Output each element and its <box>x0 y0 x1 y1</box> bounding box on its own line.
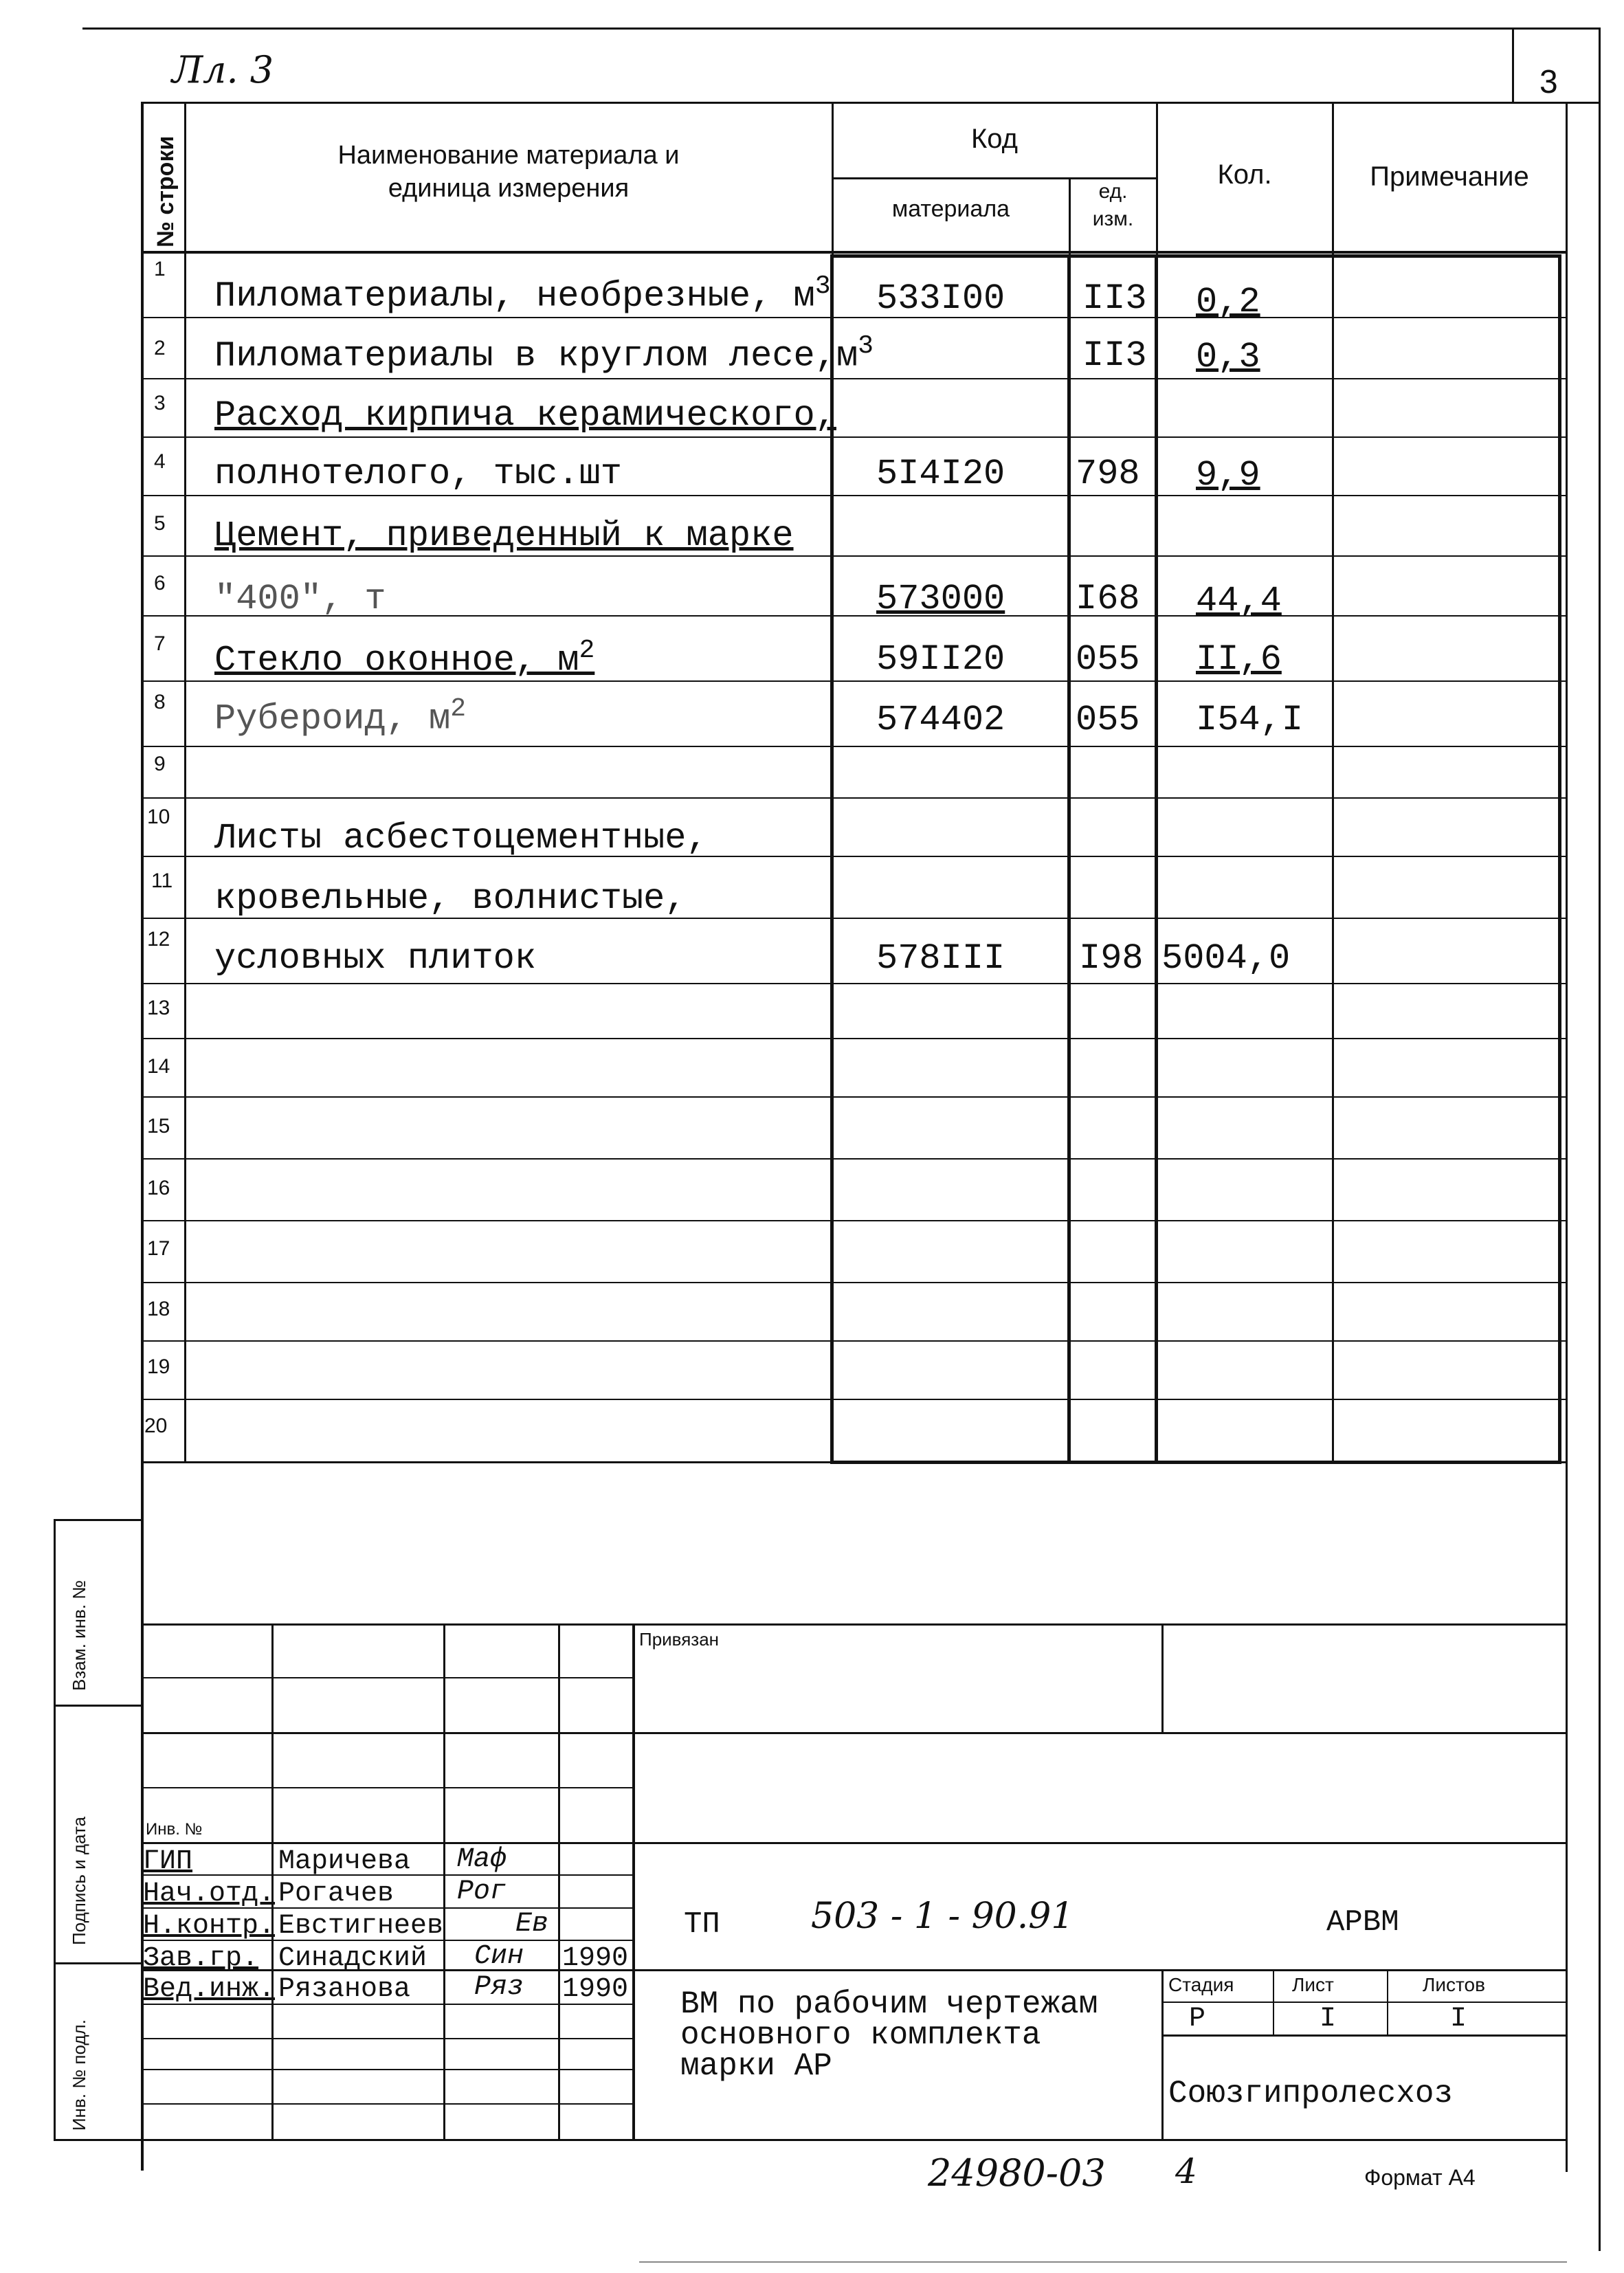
col-header-rownum: № строки <box>153 135 179 247</box>
row-number: 20 <box>144 1415 168 1437</box>
code-split-line <box>832 177 1158 179</box>
row-qty: I54,I <box>1196 700 1304 740</box>
row-code: 59II20 <box>876 639 1005 680</box>
tb-line-5 <box>141 1842 1567 1844</box>
row-unit: 055 <box>1076 700 1140 740</box>
row-unit: 055 <box>1076 639 1140 680</box>
tb-stage-col-1 <box>1273 1969 1274 2036</box>
row-unit: I68 <box>1076 579 1140 619</box>
row-code: 573000 <box>876 579 1005 619</box>
sheet-mark: Лл. 3 <box>172 48 274 91</box>
row-number: 16 <box>147 1177 170 1199</box>
sig-name: Рязанова <box>278 1974 411 2005</box>
frame-top <box>82 27 1600 30</box>
col-header-code-unit-1: ед. <box>1098 180 1128 203</box>
sig-name: Рогачев <box>278 1878 394 1909</box>
row-unit: II3 <box>1082 278 1147 319</box>
row-sep <box>141 983 1567 984</box>
tb-line-2 <box>141 1677 634 1678</box>
row-code: 578III <box>876 938 1005 979</box>
tb-line-4 <box>141 1787 634 1788</box>
row-name <box>214 271 831 316</box>
row-name <box>214 636 594 680</box>
header-bottom <box>141 251 1567 254</box>
row-code: 533I00 <box>876 278 1005 319</box>
sig-mark: Маф <box>457 1844 507 1875</box>
row-sep <box>141 1220 1567 1221</box>
row-sep <box>141 1282 1567 1283</box>
table-top-border <box>141 102 1567 104</box>
tb-stage-line-2 <box>1161 2034 1567 2037</box>
row-sep <box>141 317 1567 318</box>
side-label-podpis: Подпись и дата <box>69 1816 89 1945</box>
row-sep <box>141 797 1567 799</box>
col-line-rownum <box>184 102 186 1463</box>
row-sep <box>141 1399 1567 1400</box>
footer-page: 4 <box>1175 2151 1197 2191</box>
sig-role: Нач.отд. <box>143 1878 276 1909</box>
row-qty: II,6 <box>1196 639 1282 680</box>
tb-stage-col-2 <box>1387 1969 1388 2036</box>
sig-role: Вед.инж. <box>143 1974 276 2005</box>
sheets-label: Листов <box>1423 1974 1485 1995</box>
row-name-text: Пиломатериалы в круглом лесе,м <box>214 335 858 377</box>
row-number: 18 <box>147 1298 170 1320</box>
side-strip-sep1 <box>54 1705 143 1707</box>
row-name-text: Пиломатериалы, необрезные, м <box>214 276 815 317</box>
row-qty: 0,3 <box>1196 337 1260 377</box>
col-header-note: Примечание <box>1370 162 1529 192</box>
page-number: 3 <box>1539 64 1558 100</box>
col-header-code: Код <box>970 124 1018 154</box>
doc-title-2: основного комплекта <box>680 2017 1041 2053</box>
row-number: 13 <box>147 997 170 1019</box>
row-number: 12 <box>147 928 170 951</box>
side-strip-sep2 <box>54 1962 143 1964</box>
row-name-sup: 3 <box>814 271 831 301</box>
row-name-sup: 2 <box>450 694 467 724</box>
side-label-vzam: Взам. инв. № <box>69 1579 89 1691</box>
row-code: 5I4I20 <box>876 454 1005 494</box>
sig-year: 1990 <box>562 1943 629 1974</box>
col-header-qty: Кол. <box>1217 159 1272 190</box>
inv-no-label: Инв. № <box>146 1820 203 1839</box>
row-name: условных плиток <box>214 938 537 979</box>
col-header-name-line2: единица измерения <box>388 174 630 203</box>
tb-stage-line-1 <box>1161 2002 1567 2003</box>
row-number: 3 <box>154 392 166 414</box>
sheet-label: Лист <box>1292 1974 1334 1995</box>
row-sep <box>141 1158 1567 1160</box>
row-sep <box>141 1340 1567 1342</box>
frame-right <box>1599 27 1601 2251</box>
row-number: 2 <box>154 337 166 359</box>
row-number: 4 <box>154 450 166 473</box>
bottom-dashed-line <box>639 2261 1567 2263</box>
row-number: 14 <box>147 1055 170 1078</box>
row-number: 17 <box>147 1237 170 1260</box>
sig-mark: Рог <box>457 1876 507 1907</box>
sig-mark: Ряз <box>474 1972 524 2003</box>
tb-sig-7 <box>141 2069 634 2070</box>
tb-sig-8 <box>141 2103 634 2105</box>
row-qty: 9,9 <box>1196 455 1260 496</box>
row-name: "400", т <box>214 579 386 619</box>
sheet-value: I <box>1320 2004 1337 2034</box>
side-strip-left <box>54 1519 56 2141</box>
row-number: 9 <box>154 753 166 775</box>
sig-year: 1990 <box>562 1974 629 2005</box>
sig-role: Н.контр. <box>143 1911 276 1942</box>
tb-vcol-6 <box>1161 1969 1164 2141</box>
row-number: 15 <box>147 1115 170 1138</box>
row-name: Листы асбестоцементные, <box>214 818 708 858</box>
sig-name: Евстигнеев <box>278 1911 444 1942</box>
row-sep <box>141 746 1567 747</box>
format-label: Формат А4 <box>1364 2165 1476 2190</box>
row-code: 574402 <box>876 700 1005 740</box>
archive-number: 24980-03 <box>928 2151 1106 2195</box>
sig-name: Маричева <box>278 1846 411 1877</box>
row-number: 6 <box>154 572 166 595</box>
row-name: Цемент, приведенный к марке <box>214 515 794 556</box>
stage-label: Стадия <box>1168 1974 1234 1995</box>
tb-top <box>141 1623 1567 1626</box>
row-qty: 5004,0 <box>1161 938 1291 979</box>
tp-number: 503 - 1 - 90.91 <box>811 1896 1074 1937</box>
row-name-text: Стекло оконное, м <box>214 640 579 681</box>
row-sep <box>141 1096 1567 1098</box>
col-header-code-material: материала <box>891 196 1010 222</box>
row-number: 10 <box>147 806 170 828</box>
page-num-box-left <box>1512 27 1514 103</box>
doc-title-1: ВМ по рабочим чертежам <box>680 1986 1098 2022</box>
row-name <box>214 331 874 376</box>
row-name: полнотелого, тыс.шт <box>214 454 622 494</box>
frame-right-inner <box>1566 103 1568 2172</box>
row-qty: 44,4 <box>1196 581 1282 621</box>
row-name: кровельные, волнистые, <box>214 878 687 919</box>
side-strip-top <box>54 1519 143 1521</box>
tb-sig-6 <box>141 2038 634 2039</box>
row-name-sup: 2 <box>579 636 595 665</box>
row-name: Расход кирпича керамического, <box>214 395 836 436</box>
sig-mark: Ев <box>515 1909 549 1940</box>
row-unit: I98 <box>1079 938 1144 979</box>
stage-value: Р <box>1189 2004 1206 2034</box>
row-sep <box>141 495 1567 496</box>
tb-line-3 <box>141 1732 1567 1734</box>
side-strip-bottom <box>54 2139 1566 2141</box>
col-header-code-unit-2: изм. <box>1092 208 1134 230</box>
sig-role: Зав.гр. <box>143 1943 259 1974</box>
tb-vcol-2 <box>443 1623 445 2140</box>
tb-vcol-4 <box>632 1623 635 2140</box>
sig-mark: Син <box>474 1941 524 1972</box>
tp-label: ТП <box>684 1907 720 1942</box>
row-number: 19 <box>147 1355 170 1378</box>
row-number: 1 <box>154 258 166 280</box>
row-unit: II3 <box>1082 335 1147 376</box>
col-header-name-line1: Наименование материала и <box>337 141 680 170</box>
doc-title-3: марки АР <box>680 2048 832 2084</box>
row-sep <box>141 1038 1567 1039</box>
row-sep <box>141 436 1567 438</box>
row-sep <box>141 378 1567 379</box>
row-number: 8 <box>154 691 166 713</box>
tb-vcol-5 <box>1161 1623 1164 1733</box>
row-name-text: Рубероид, м <box>214 698 451 740</box>
organization: Союзгипролесхоз <box>1168 2076 1454 2111</box>
side-label-inv-podl: Инв. № подл. <box>69 2019 89 2131</box>
sheets-value: I <box>1450 2004 1467 2034</box>
table-bottom <box>141 1461 1567 1463</box>
tb-vcol-3 <box>558 1623 560 2140</box>
sig-name: Синадский <box>278 1943 427 1974</box>
row-unit: 798 <box>1076 454 1140 494</box>
doc-code: АРВМ <box>1326 1905 1399 1940</box>
row-number: 5 <box>154 512 166 535</box>
row-name <box>214 694 466 739</box>
privyazan-label: Привязан <box>639 1629 720 1650</box>
row-number: 11 <box>151 869 173 892</box>
sig-role: ГИП <box>143 1846 193 1877</box>
row-number: 7 <box>154 632 166 655</box>
row-name-sup: 3 <box>858 331 874 361</box>
row-qty: 0,2 <box>1196 282 1260 322</box>
